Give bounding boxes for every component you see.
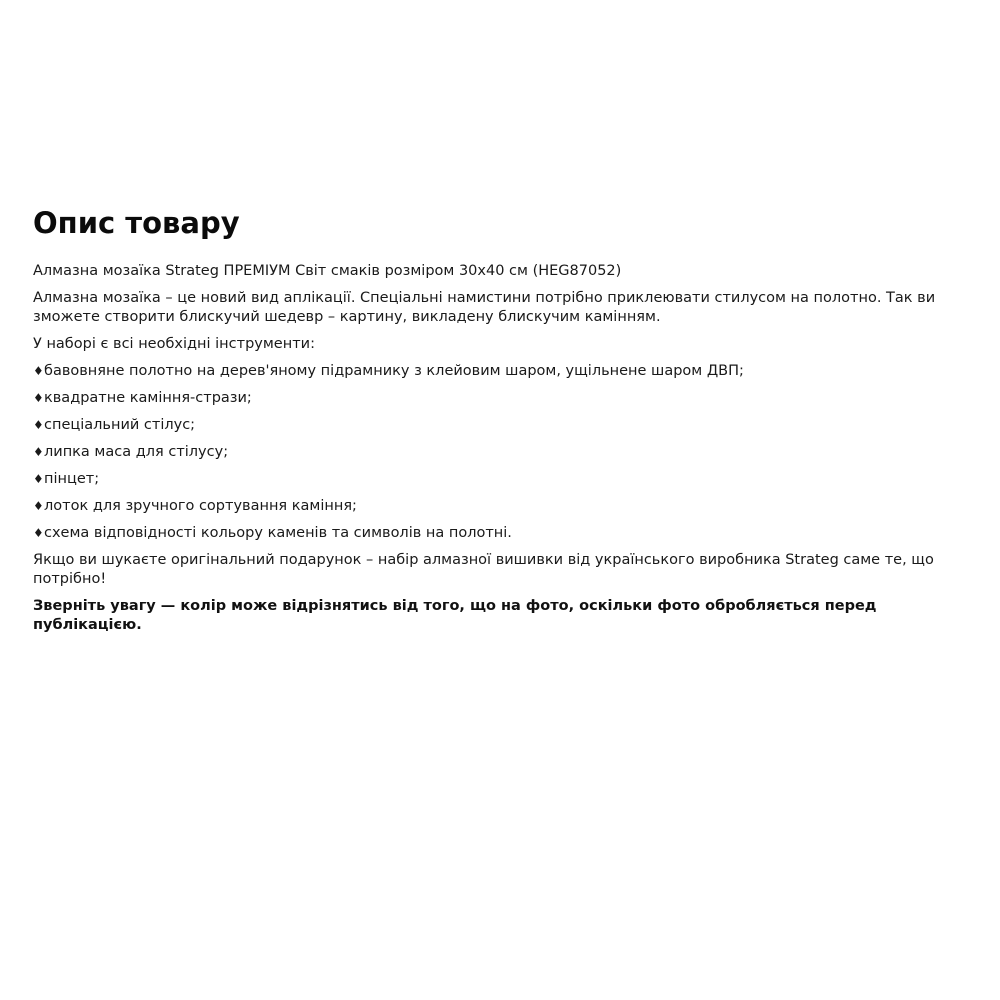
list-item bbox=[33, 362, 968, 381]
page-title: Опис товару bbox=[33, 206, 240, 240]
list-item bbox=[33, 389, 968, 408]
list-item bbox=[33, 443, 968, 462]
diamond-bullet-icon: ♦ bbox=[33, 526, 44, 540]
list-item-text: схема відповідності кольору каменів та символів на полотні. bbox=[44, 525, 512, 541]
product-description bbox=[33, 203, 968, 635]
kit-intro: У наборі є всі необхідні інструменти: bbox=[33, 336, 315, 352]
list-item-text: бавовняне полотно на дерев'яному підрамнику з клейовим шаром, ущільнене шаром ДВП; bbox=[44, 363, 744, 379]
list-item-text: пінцет; bbox=[44, 471, 100, 487]
list-item-text: квадратне каміння-стрази; bbox=[44, 390, 252, 406]
list-item bbox=[33, 416, 968, 435]
list-item-text: спеціальний стілус; bbox=[44, 417, 196, 433]
diamond-bullet-icon: ♦ bbox=[33, 418, 44, 432]
list-item bbox=[33, 470, 968, 489]
product-line: Алмазна мозаїка Strateg ПРЕМІУМ Світ смаків розміром 30х40 см (HEG87052) bbox=[33, 263, 622, 279]
gift-paragraph: Якщо ви шукаєте оригінальний подарунок – набір алмазної вишивки від українського виробника Strateg саме те, що потрібно! bbox=[33, 552, 934, 587]
diamond-bullet-icon: ♦ bbox=[33, 472, 44, 486]
color-notice: Зверніть увагу — колір може відрізнятись від того, що на фото, оскільки фото обробляється перед публікацією. bbox=[33, 598, 877, 633]
diamond-bullet-icon: ♦ bbox=[33, 445, 44, 459]
list-item bbox=[33, 497, 968, 516]
list-item-text: лоток для зручного сортування каміння; bbox=[44, 498, 357, 514]
diamond-bullet-icon: ♦ bbox=[33, 391, 44, 405]
description-paragraph: Алмазна мозаїка – це новий вид аплікації. Спеціальні намистини потрібно приклеювати стилусом на полотно. Так ви зможете створити блискучий шедевр – картину, викладену блискучим камінням. bbox=[33, 290, 936, 325]
list-item bbox=[33, 524, 968, 543]
diamond-bullet-icon: ♦ bbox=[33, 364, 44, 378]
diamond-bullet-icon: ♦ bbox=[33, 499, 44, 513]
list-item-text: липка маса для стілусу; bbox=[44, 444, 229, 460]
